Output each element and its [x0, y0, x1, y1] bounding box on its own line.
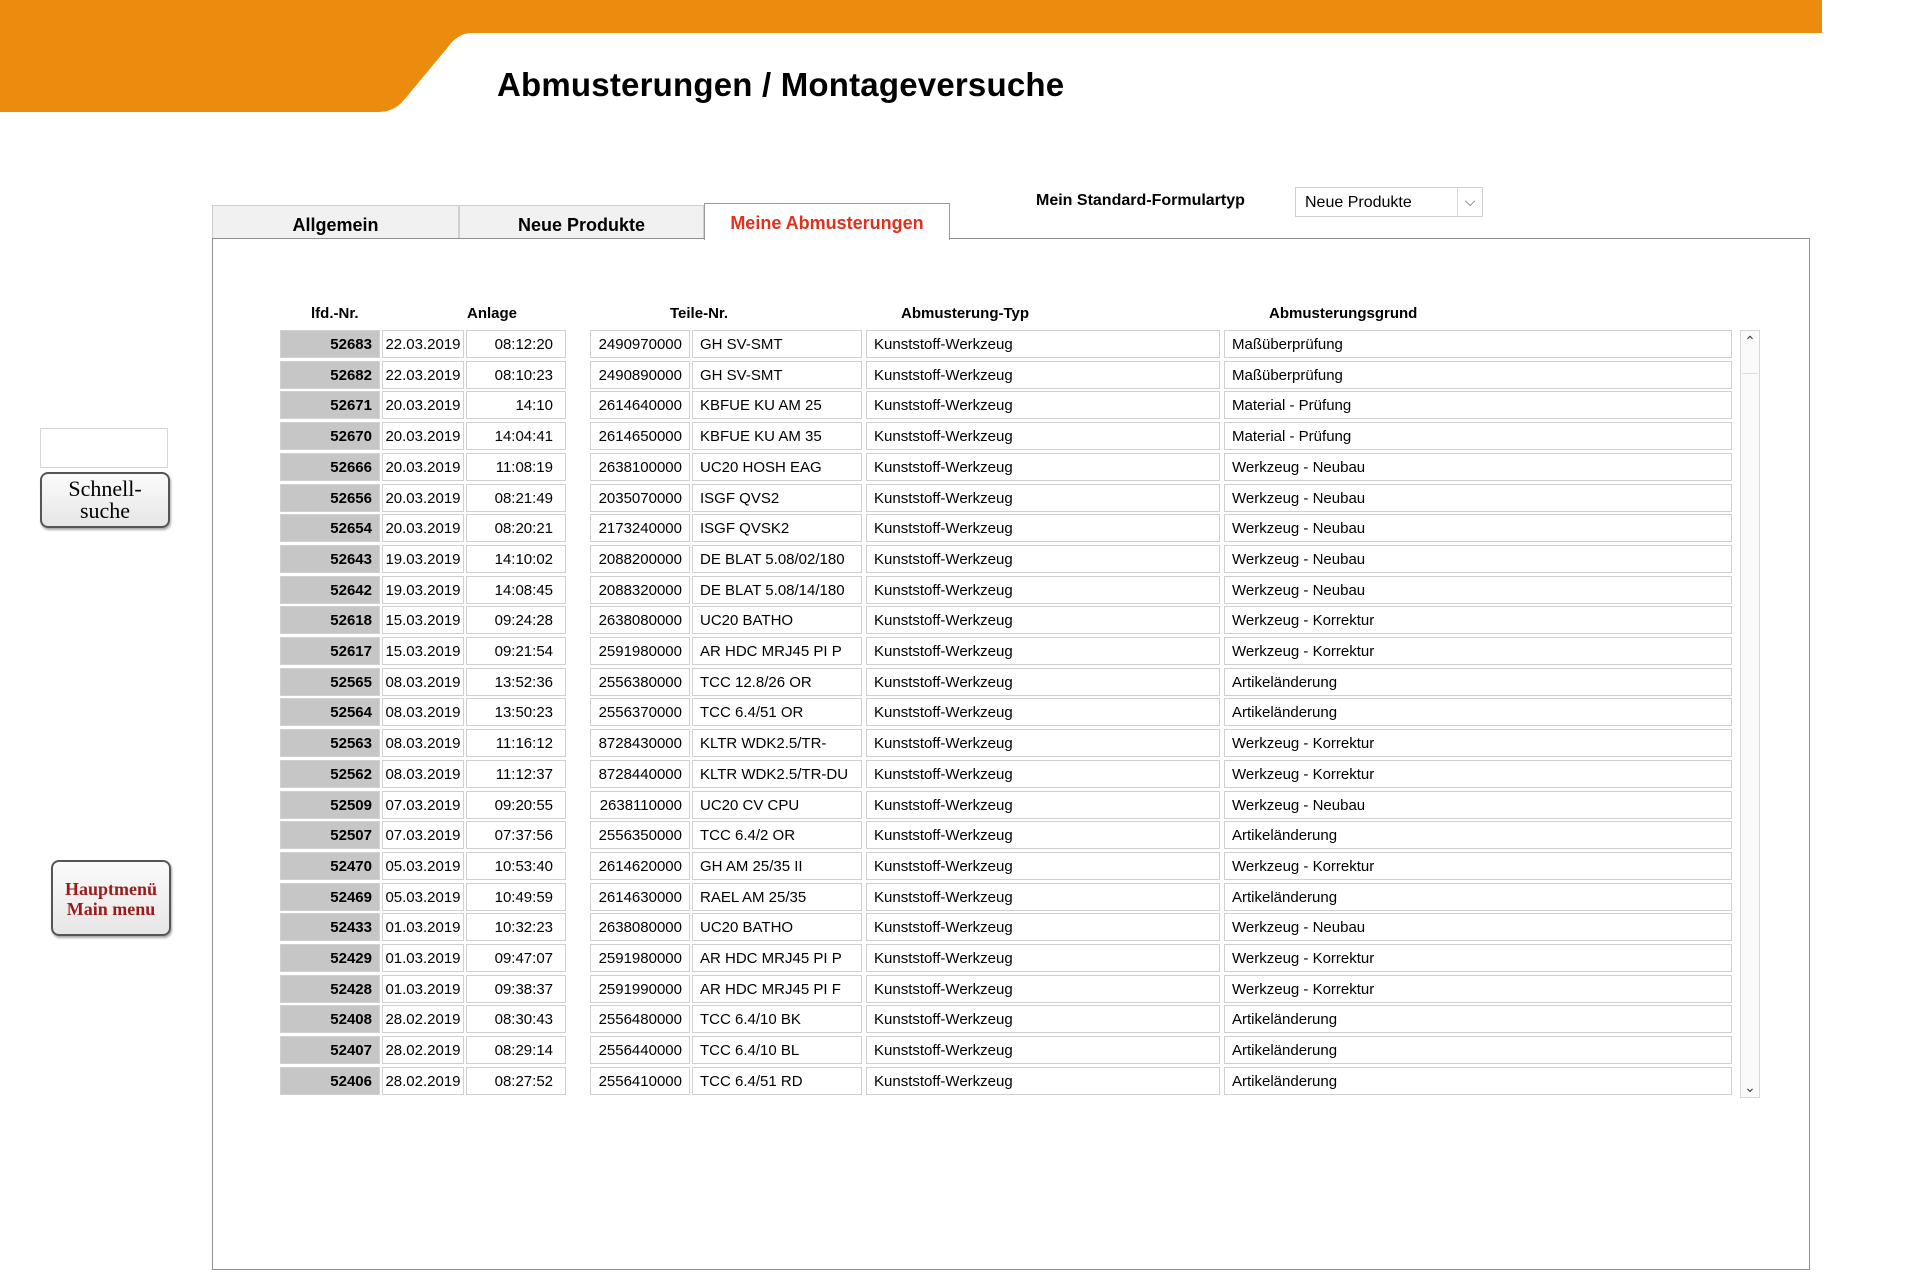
- cell-sampling-type[interactable]: Kunststoff-Werkzeug: [866, 484, 1220, 512]
- cell-date[interactable]: 22.03.2019: [382, 361, 464, 389]
- cell-sampling-reason[interactable]: Artikeländerung: [1224, 883, 1732, 911]
- page-title: Abmusterungen / Montageversuche: [497, 66, 1065, 103]
- cell-part-number[interactable]: 2638110000: [590, 791, 690, 819]
- cell-date[interactable]: 08.03.2019: [382, 698, 464, 726]
- cell-sampling-reason[interactable]: Maßüberprüfung: [1224, 361, 1732, 389]
- cell-time[interactable]: 09:47:07: [466, 944, 566, 972]
- cell-part-number[interactable]: 2638100000: [590, 453, 690, 481]
- cell-part-name[interactable]: UC20 HOSH EAG: [692, 453, 862, 481]
- cell-sampling-reason[interactable]: Werkzeug - Korrektur: [1224, 606, 1732, 634]
- table-row[interactable]: [280, 606, 1732, 634]
- cell-part-name[interactable]: UC20 BATHO: [692, 606, 862, 634]
- cell-date[interactable]: 20.03.2019: [382, 453, 464, 481]
- cell-date[interactable]: 20.03.2019: [382, 422, 464, 450]
- cell-part-name[interactable]: KLTR WDK2.5/TR-: [692, 729, 862, 757]
- cell-part-number[interactable]: 2556350000: [590, 821, 690, 849]
- cell-time[interactable]: 14:08:45: [466, 576, 566, 604]
- cell-number[interactable]: 52428: [280, 975, 380, 1003]
- cell-part-name[interactable]: AR HDC MRJ45 PI F: [692, 975, 862, 1003]
- cell-sampling-reason[interactable]: Artikeländerung: [1224, 821, 1732, 849]
- cell-sampling-reason[interactable]: Werkzeug - Korrektur: [1224, 760, 1732, 788]
- cell-date[interactable]: 08.03.2019: [382, 668, 464, 696]
- cell-sampling-reason[interactable]: Werkzeug - Neubau: [1224, 453, 1732, 481]
- main-menu-label-line2: Main menu: [66, 899, 156, 919]
- table-row[interactable]: [280, 1005, 1732, 1033]
- column-header-number: lfd.-Nr.: [311, 305, 359, 322]
- cell-time[interactable]: 11:08:19: [466, 453, 566, 481]
- table-row[interactable]: [280, 944, 1732, 972]
- column-header-sampling-type: Abmusterung-Typ: [901, 305, 1030, 322]
- cell-part-name[interactable]: KLTR WDK2.5/TR-DU: [692, 760, 862, 788]
- cell-part-name[interactable]: ISGF QVSK2: [692, 514, 862, 542]
- cell-part-number[interactable]: 2614640000: [590, 391, 690, 419]
- cell-date[interactable]: 20.03.2019: [382, 391, 464, 419]
- cell-part-number[interactable]: 2173240000: [590, 514, 690, 542]
- cell-sampling-type[interactable]: Kunststoff-Werkzeug: [866, 791, 1220, 819]
- cell-part-number[interactable]: 2638080000: [590, 606, 690, 634]
- cell-time[interactable]: 08:27:52: [466, 1067, 566, 1095]
- cell-part-name[interactable]: GH SV-SMT: [692, 361, 862, 389]
- cell-number[interactable]: 52470: [280, 852, 380, 880]
- table-row[interactable]: [280, 545, 1732, 573]
- cell-time[interactable]: 09:38:37: [466, 975, 566, 1003]
- cell-sampling-reason[interactable]: Artikeländerung: [1224, 1005, 1732, 1033]
- quick-search-input[interactable]: [40, 428, 168, 468]
- form-type-label: Mein Standard-Formulartyp: [1036, 192, 1245, 209]
- cell-sampling-type[interactable]: Kunststoff-Werkzeug: [866, 330, 1220, 358]
- cell-sampling-type[interactable]: Kunststoff-Werkzeug: [866, 944, 1220, 972]
- main-menu-button[interactable]: [51, 860, 171, 936]
- cell-part-name[interactable]: TCC 6.4/10 BK: [692, 1005, 862, 1033]
- cell-sampling-reason[interactable]: Werkzeug - Korrektur: [1224, 944, 1732, 972]
- cell-part-number[interactable]: 2490970000: [590, 330, 690, 358]
- table-row[interactable]: [280, 821, 1732, 849]
- cell-date[interactable]: 19.03.2019: [382, 545, 464, 573]
- table-row[interactable]: [280, 698, 1732, 726]
- cell-sampling-type[interactable]: Kunststoff-Werkzeug: [866, 422, 1220, 450]
- cell-time[interactable]: 13:50:23: [466, 698, 566, 726]
- cell-sampling-type[interactable]: Kunststoff-Werkzeug: [866, 606, 1220, 634]
- cell-sampling-reason[interactable]: Werkzeug - Korrektur: [1224, 852, 1732, 880]
- table-row[interactable]: [280, 637, 1732, 665]
- table-row[interactable]: [280, 391, 1732, 419]
- cell-part-name[interactable]: GH AM 25/35 II: [692, 852, 862, 880]
- cell-number[interactable]: 52406: [280, 1067, 380, 1095]
- cell-part-name[interactable]: TCC 6.4/51 RD: [692, 1067, 862, 1095]
- cell-part-number[interactable]: 2591990000: [590, 975, 690, 1003]
- cell-sampling-reason[interactable]: Werkzeug - Neubau: [1224, 545, 1732, 573]
- cell-part-number[interactable]: 2556370000: [590, 698, 690, 726]
- cell-number[interactable]: 52666: [280, 453, 380, 481]
- cell-sampling-type[interactable]: Kunststoff-Werkzeug: [866, 729, 1220, 757]
- column-header-sampling-reason: Abmusterungsgrund: [1269, 305, 1418, 322]
- cell-part-name[interactable]: AR HDC MRJ45 PI P: [692, 944, 862, 972]
- cell-date[interactable]: 05.03.2019: [382, 852, 464, 880]
- cell-sampling-type[interactable]: Kunststoff-Werkzeug: [866, 1005, 1220, 1033]
- cell-number[interactable]: 52469: [280, 883, 380, 911]
- scroll-up-icon[interactable]: ⌃: [1744, 333, 1756, 349]
- cell-number[interactable]: 52670: [280, 422, 380, 450]
- cell-part-name[interactable]: KBFUE KU AM 25: [692, 391, 862, 419]
- cell-time[interactable]: 08:21:49: [466, 484, 566, 512]
- cell-part-number[interactable]: 2591980000: [590, 944, 690, 972]
- cell-part-name[interactable]: DE BLAT 5.08/14/180: [692, 576, 862, 604]
- cell-part-number[interactable]: 2638080000: [590, 913, 690, 941]
- cell-number[interactable]: 52642: [280, 576, 380, 604]
- cell-time[interactable]: 10:53:40: [466, 852, 566, 880]
- cell-sampling-reason[interactable]: Werkzeug - Neubau: [1224, 514, 1732, 542]
- cell-date[interactable]: 01.03.2019: [382, 944, 464, 972]
- chevron-down-icon: ⌵: [1457, 188, 1482, 216]
- cell-sampling-type[interactable]: Kunststoff-Werkzeug: [866, 975, 1220, 1003]
- cell-sampling-type[interactable]: Kunststoff-Werkzeug: [866, 1036, 1220, 1064]
- cell-part-number[interactable]: 8728430000: [590, 729, 690, 757]
- cell-part-number[interactable]: 2556480000: [590, 1005, 690, 1033]
- cell-number[interactable]: 52408: [280, 1005, 380, 1033]
- cell-sampling-type[interactable]: Kunststoff-Werkzeug: [866, 637, 1220, 665]
- scroll-down-icon[interactable]: ⌄: [1744, 1079, 1756, 1095]
- cell-sampling-reason[interactable]: Werkzeug - Korrektur: [1224, 975, 1732, 1003]
- cell-number[interactable]: 52509: [280, 791, 380, 819]
- cell-sampling-type[interactable]: Kunststoff-Werkzeug: [866, 453, 1220, 481]
- table-row[interactable]: [280, 883, 1732, 911]
- cell-sampling-type[interactable]: Kunststoff-Werkzeug: [866, 913, 1220, 941]
- cell-time[interactable]: 09:20:55: [466, 791, 566, 819]
- table-row[interactable]: [280, 729, 1732, 757]
- cell-time[interactable]: 07:37:56: [466, 821, 566, 849]
- cell-part-number[interactable]: 2556410000: [590, 1067, 690, 1095]
- cell-part-number[interactable]: 8728440000: [590, 760, 690, 788]
- cell-part-name[interactable]: TCC 6.4/2 OR: [692, 821, 862, 849]
- cell-sampling-reason[interactable]: Werkzeug - Neubau: [1224, 791, 1732, 819]
- cell-part-number[interactable]: 2614620000: [590, 852, 690, 880]
- cell-sampling-type[interactable]: Kunststoff-Werkzeug: [866, 361, 1220, 389]
- cell-number[interactable]: 52562: [280, 760, 380, 788]
- cell-sampling-type[interactable]: Kunststoff-Werkzeug: [866, 852, 1220, 880]
- cell-sampling-reason[interactable]: Maßüberprüfung: [1224, 330, 1732, 358]
- cell-date[interactable]: 22.03.2019: [382, 330, 464, 358]
- cell-part-name[interactable]: AR HDC MRJ45 PI P: [692, 637, 862, 665]
- cell-time[interactable]: 10:32:23: [466, 913, 566, 941]
- cell-part-number[interactable]: 2088200000: [590, 545, 690, 573]
- cell-time[interactable]: 08:30:43: [466, 1005, 566, 1033]
- cell-part-name[interactable]: RAEL AM 25/35: [692, 883, 862, 911]
- cell-sampling-reason[interactable]: Werkzeug - Korrektur: [1224, 729, 1732, 757]
- cell-number[interactable]: 52429: [280, 944, 380, 972]
- table-row[interactable]: [280, 1036, 1732, 1064]
- cell-part-number[interactable]: 2490890000: [590, 361, 690, 389]
- quick-search-label-line1: Schnell-: [68, 476, 142, 501]
- table-row[interactable]: [280, 514, 1732, 542]
- cell-part-name[interactable]: TCC 12.8/26 OR: [692, 668, 862, 696]
- tab-my-samplings[interactable]: Meine Abmusterungen: [704, 203, 950, 240]
- cell-part-number[interactable]: 2591980000: [590, 637, 690, 665]
- cell-time[interactable]: 10:49:59: [466, 883, 566, 911]
- quick-search-label-line2: suche: [79, 498, 131, 523]
- tab-new-products[interactable]: Neue Produkte: [459, 205, 704, 239]
- cell-time[interactable]: 14:10:02: [466, 545, 566, 573]
- cell-part-number[interactable]: 2556440000: [590, 1036, 690, 1064]
- table-row[interactable]: [280, 668, 1732, 696]
- cell-part-name[interactable]: GH SV-SMT: [692, 330, 862, 358]
- cell-number[interactable]: 52671: [280, 391, 380, 419]
- cell-sampling-reason[interactable]: Werkzeug - Neubau: [1224, 484, 1732, 512]
- cell-sampling-type[interactable]: Kunststoff-Werkzeug: [866, 821, 1220, 849]
- cell-time[interactable]: 08:20:21: [466, 514, 566, 542]
- cell-number[interactable]: 52433: [280, 913, 380, 941]
- cell-time[interactable]: 08:10:23: [466, 361, 566, 389]
- form-type-select[interactable]: [1295, 187, 1483, 217]
- cell-number[interactable]: 52563: [280, 729, 380, 757]
- cell-date[interactable]: 01.03.2019: [382, 975, 464, 1003]
- cell-sampling-type[interactable]: Kunststoff-Werkzeug: [866, 1067, 1220, 1095]
- cell-sampling-type[interactable]: Kunststoff-Werkzeug: [866, 883, 1220, 911]
- cell-sampling-type[interactable]: Kunststoff-Werkzeug: [866, 698, 1220, 726]
- table-row[interactable]: [280, 422, 1732, 450]
- cell-time[interactable]: 14:10: [466, 391, 566, 419]
- cell-part-name[interactable]: TCC 6.4/51 OR: [692, 698, 862, 726]
- cell-time[interactable]: 09:24:28: [466, 606, 566, 634]
- cell-date[interactable]: 15.03.2019: [382, 606, 464, 634]
- cell-time[interactable]: 13:52:36: [466, 668, 566, 696]
- cell-time[interactable]: 08:12:20: [466, 330, 566, 358]
- cell-date[interactable]: 01.03.2019: [382, 913, 464, 941]
- cell-sampling-reason[interactable]: Artikeländerung: [1224, 1067, 1732, 1095]
- cell-sampling-reason[interactable]: Werkzeug - Neubau: [1224, 913, 1732, 941]
- cell-part-name[interactable]: TCC 6.4/10 BL: [692, 1036, 862, 1064]
- table-row[interactable]: [280, 760, 1732, 788]
- cell-time[interactable]: 14:04:41: [466, 422, 566, 450]
- cell-part-name[interactable]: ISGF QVS2: [692, 484, 862, 512]
- cell-sampling-reason[interactable]: Material - Prüfung: [1224, 391, 1732, 419]
- cell-number[interactable]: 52683: [280, 330, 380, 358]
- cell-part-name[interactable]: UC20 BATHO: [692, 913, 862, 941]
- cell-number[interactable]: 52654: [280, 514, 380, 542]
- cell-sampling-reason[interactable]: Werkzeug - Korrektur: [1224, 637, 1732, 665]
- table-row[interactable]: [280, 852, 1732, 880]
- table-scrollbar[interactable]: [1740, 330, 1760, 1098]
- table-row[interactable]: [280, 361, 1732, 389]
- cell-number[interactable]: 52407: [280, 1036, 380, 1064]
- cell-time[interactable]: 11:12:37: [466, 760, 566, 788]
- cell-date[interactable]: 07.03.2019: [382, 791, 464, 819]
- scroll-thumb[interactable]: [1742, 353, 1758, 374]
- cell-number[interactable]: 52617: [280, 637, 380, 665]
- cell-part-number[interactable]: 2035070000: [590, 484, 690, 512]
- cell-sampling-reason[interactable]: Artikeländerung: [1224, 1036, 1732, 1064]
- cell-part-name[interactable]: KBFUE KU AM 35: [692, 422, 862, 450]
- cell-date[interactable]: 08.03.2019: [382, 760, 464, 788]
- cell-sampling-type[interactable]: Kunststoff-Werkzeug: [866, 576, 1220, 604]
- table-row[interactable]: [280, 913, 1732, 941]
- cell-time[interactable]: 11:16:12: [466, 729, 566, 757]
- cell-part-number[interactable]: 2614650000: [590, 422, 690, 450]
- table-row[interactable]: [280, 330, 1732, 358]
- cell-part-name[interactable]: DE BLAT 5.08/02/180: [692, 545, 862, 573]
- cell-date[interactable]: 20.03.2019: [382, 514, 464, 542]
- cell-date[interactable]: 28.02.2019: [382, 1036, 464, 1064]
- cell-sampling-type[interactable]: Kunststoff-Werkzeug: [866, 760, 1220, 788]
- table-row[interactable]: [280, 484, 1732, 512]
- quick-search-button[interactable]: [40, 472, 170, 528]
- cell-sampling-type[interactable]: Kunststoff-Werkzeug: [866, 668, 1220, 696]
- cell-part-number[interactable]: 2614630000: [590, 883, 690, 911]
- cell-sampling-reason[interactable]: Material - Prüfung: [1224, 422, 1732, 450]
- cell-number[interactable]: 52565: [280, 668, 380, 696]
- table-row[interactable]: [280, 1067, 1732, 1095]
- cell-date[interactable]: 05.03.2019: [382, 883, 464, 911]
- cell-number[interactable]: 52656: [280, 484, 380, 512]
- cell-sampling-reason[interactable]: Artikeländerung: [1224, 668, 1732, 696]
- cell-date[interactable]: 08.03.2019: [382, 729, 464, 757]
- cell-time[interactable]: 08:29:14: [466, 1036, 566, 1064]
- cell-date[interactable]: 28.02.2019: [382, 1067, 464, 1095]
- cell-time[interactable]: 09:21:54: [466, 637, 566, 665]
- cell-sampling-reason[interactable]: Werkzeug - Neubau: [1224, 576, 1732, 604]
- cell-date[interactable]: 28.02.2019: [382, 1005, 464, 1033]
- table-row[interactable]: [280, 576, 1732, 604]
- cell-sampling-type[interactable]: Kunststoff-Werkzeug: [866, 545, 1220, 573]
- cell-number[interactable]: 52507: [280, 821, 380, 849]
- tab-general[interactable]: Allgemein: [212, 205, 459, 239]
- cell-date[interactable]: 19.03.2019: [382, 576, 464, 604]
- table-body: [280, 330, 1760, 1098]
- main-menu-label-line1: Hauptmenü: [64, 879, 158, 899]
- cell-sampling-type[interactable]: Kunststoff-Werkzeug: [866, 391, 1220, 419]
- table-header: [0, 305, 1500, 327]
- table-row[interactable]: [280, 791, 1732, 819]
- cell-number[interactable]: 52618: [280, 606, 380, 634]
- cell-part-number[interactable]: 2088320000: [590, 576, 690, 604]
- table-row[interactable]: [280, 453, 1732, 481]
- cell-part-name[interactable]: UC20 CV CPU: [692, 791, 862, 819]
- table-row[interactable]: [280, 975, 1732, 1003]
- form-type-value: Neue Produkte: [1305, 194, 1412, 211]
- cell-number[interactable]: 52643: [280, 545, 380, 573]
- cell-sampling-type[interactable]: Kunststoff-Werkzeug: [866, 514, 1220, 542]
- cell-number[interactable]: 52682: [280, 361, 380, 389]
- cell-date[interactable]: 15.03.2019: [382, 637, 464, 665]
- column-header-created: Anlage: [467, 305, 518, 322]
- column-header-part-number: Teile-Nr.: [670, 305, 729, 322]
- cell-number[interactable]: 52564: [280, 698, 380, 726]
- cell-date[interactable]: 07.03.2019: [382, 821, 464, 849]
- cell-date[interactable]: 20.03.2019: [382, 484, 464, 512]
- cell-part-number[interactable]: 2556380000: [590, 668, 690, 696]
- cell-sampling-reason[interactable]: Artikeländerung: [1224, 698, 1732, 726]
